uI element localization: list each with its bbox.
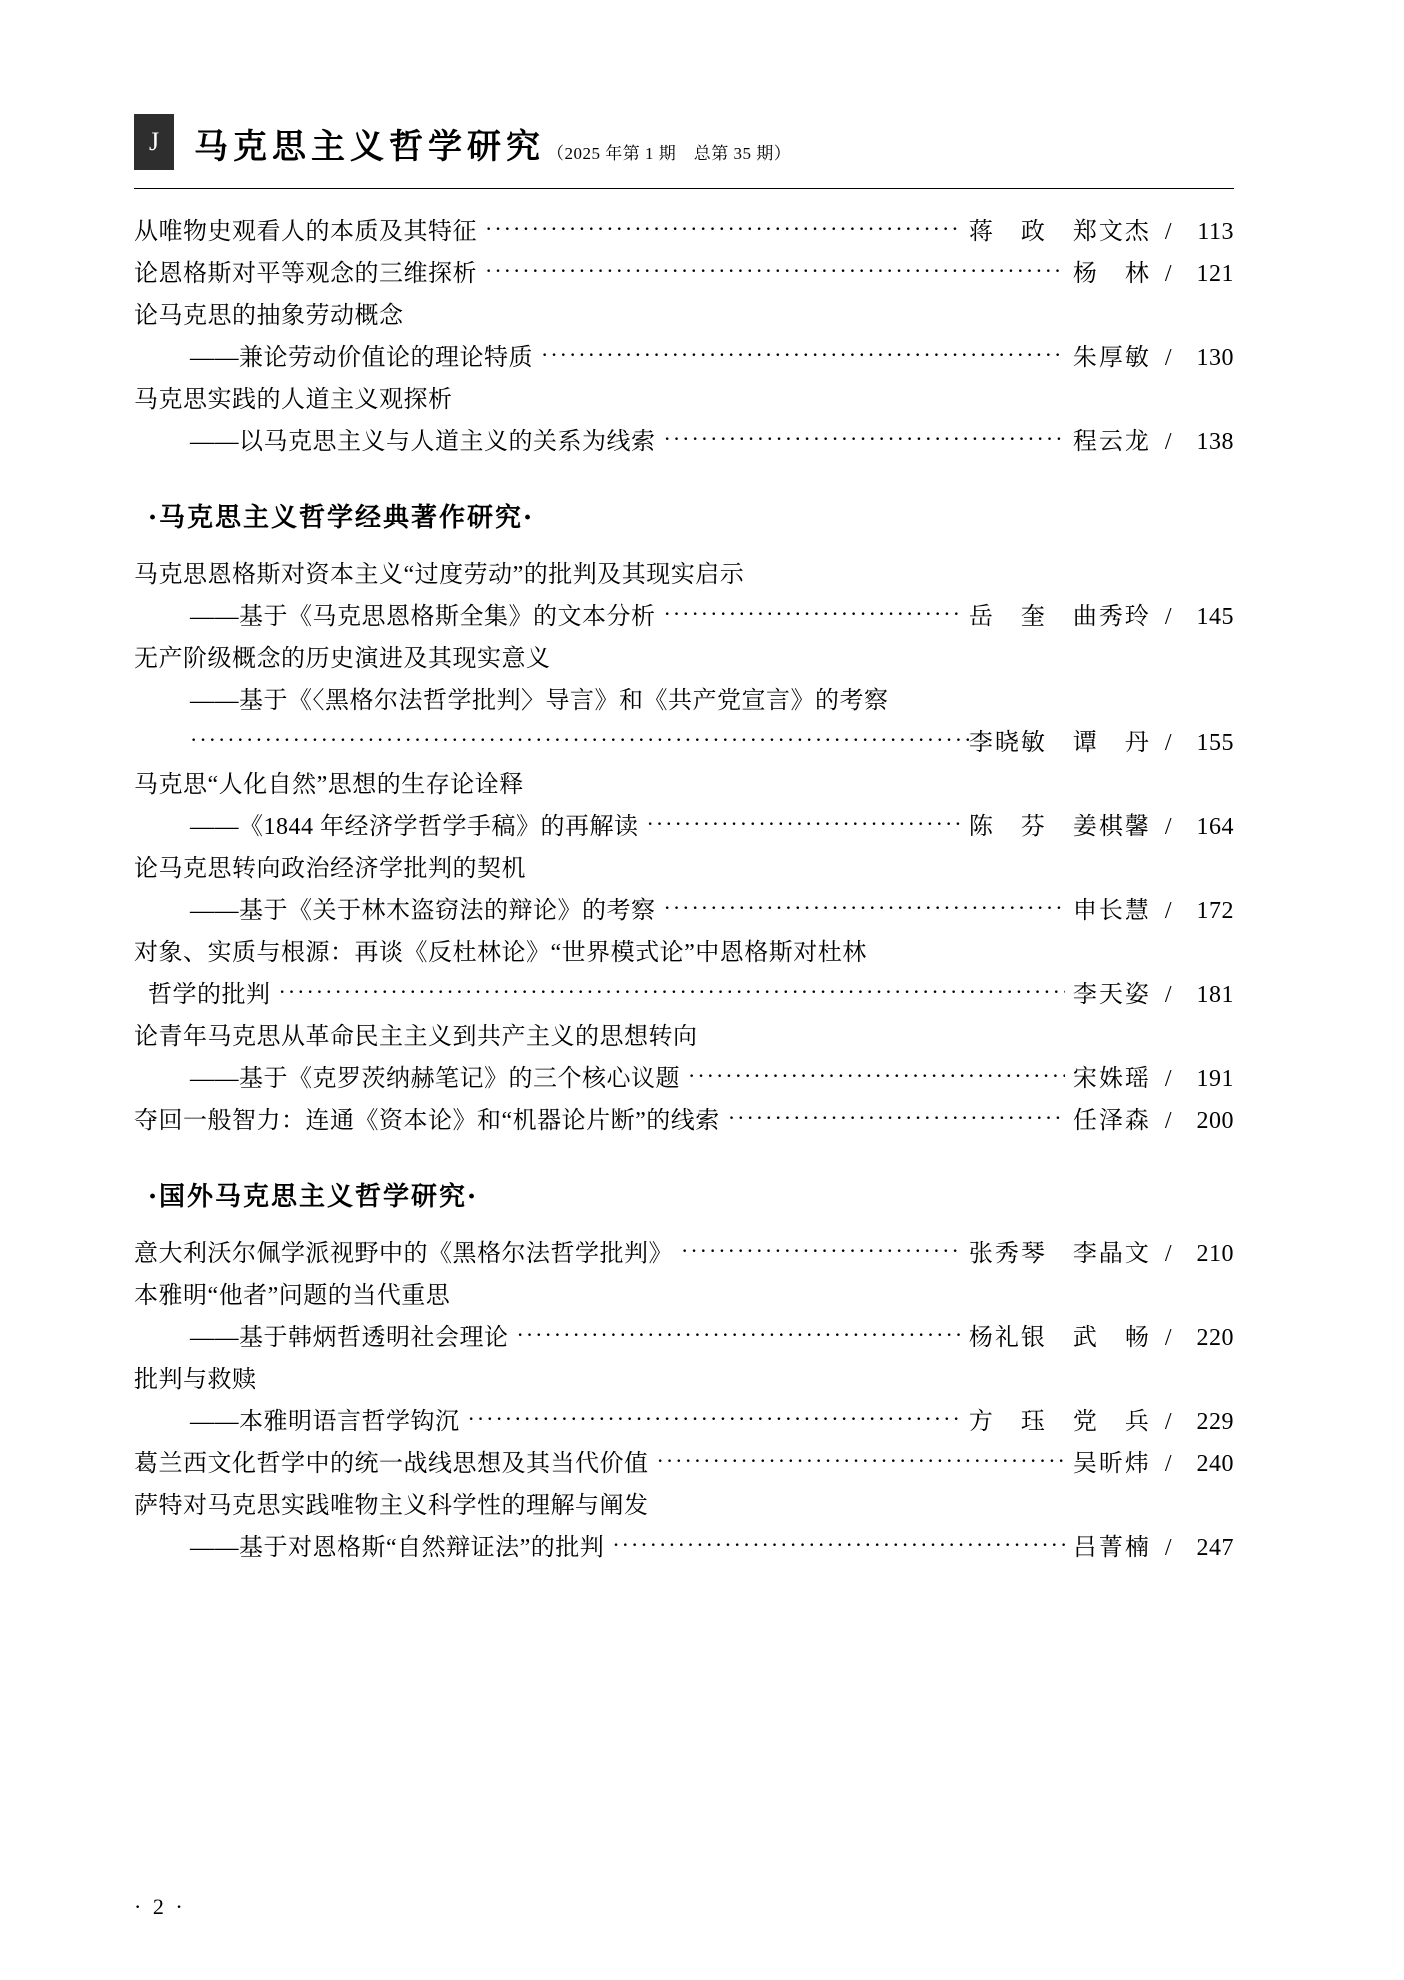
entry-separator: / [1164,1409,1172,1435]
dot-leader [612,1526,1065,1565]
entry-separator: / [1164,898,1172,924]
entry-separator: / [1164,429,1172,455]
entry-title: ——以马克思主义与人道主义的关系为线索 [190,429,656,455]
page-folio: · 2 · [134,1894,186,1919]
entry-title: ——基于对恩格斯“自然辩证法”的批判 [190,1535,605,1561]
toc-entry-line[interactable] [134,974,1234,1016]
toc-entry-line[interactable] [134,253,1234,295]
entry-authors: 方 珏 党 兵 [968,1409,1151,1435]
entry-separator: / [1164,982,1172,1008]
entry-authors: 任泽森 [1072,1108,1151,1134]
entry-authors: 蒋 政 郑文杰 [968,219,1151,245]
toc-entry-line[interactable] [134,337,1234,379]
entry-title: ——兼论劳动价值论的理论特质 [190,345,533,371]
entry-separator: / [1164,1066,1172,1092]
entry-title: ——基于韩炳哲透明社会理论 [190,1325,509,1351]
entry-page-number: 113 [1197,219,1234,245]
dot-leader [279,973,1065,1012]
entry-separator: / [1164,1535,1172,1561]
dot-leader [541,336,1065,375]
entry-separator: / [1164,345,1172,371]
entry-title: ——基于《〈黑格尔法哲学批判〉导言》和《共产党宣言》的考察 [190,688,889,714]
page-content [134,100,1234,1569]
entry-authors: 陈 芬 姜棋馨 [968,814,1151,840]
entry-page-number: 155 [1196,730,1234,756]
dot-leader [647,805,961,844]
entry-title: ——基于《关于林木盗窃法的辩论》的考察 [190,898,656,924]
entry-title: 论马克思的抽象劳动概念 [134,303,404,329]
entry-title: 论恩格斯对平等观念的三维探析 [134,261,477,287]
issue-info: （2025 年第 1 期 总第 35 期） [547,144,792,163]
dot-leader [517,1316,961,1355]
entry-title: 从唯物史观看人的本质及其特征 [134,219,477,245]
entry-authors: 申长慧 [1072,898,1151,924]
toc-entry-line[interactable] [134,806,1234,848]
toc-entry-line[interactable] [134,1016,1234,1058]
toc-entry-line[interactable] [134,1100,1234,1142]
entry-authors: 张秀琴 李晶文 [968,1241,1151,1267]
entry-title: ——基于《马克思恩格斯全集》的文本分析 [190,604,656,630]
toc-entry-line[interactable] [134,764,1234,806]
dot-leader [664,420,1065,459]
header-divider [134,188,1234,189]
toc-entry-line[interactable] [134,638,1234,680]
journal-logo: J [134,114,174,170]
section-heading: ·马克思主义哲学经典著作研究· [148,503,535,533]
dot-leader [134,721,969,760]
entry-title: ——本雅明语言哲学钩沉 [190,1409,460,1435]
dot-leader [485,252,1065,291]
masthead [134,100,1234,170]
toc-entry-line[interactable] [134,932,1234,974]
entry-title: 无产阶级概念的历史演进及其现实意义 [134,646,551,672]
toc-entry-line[interactable] [134,1401,1234,1443]
entry-page-number: 210 [1196,1241,1234,1267]
entry-separator: / [1164,604,1172,630]
entry-page-number: 247 [1196,1535,1234,1561]
entry-page-number: 240 [1196,1451,1234,1477]
dot-leader [468,1400,961,1439]
entry-authors: 杨礼银 武 畅 [968,1325,1151,1351]
entry-title: 批判与救赎 [134,1367,257,1393]
entry-title: 萨特对马克思实践唯物主义科学性的理解与阐发 [134,1493,649,1519]
entry-separator: / [1164,1108,1172,1134]
toc-list [134,211,1234,1569]
toc-entry-line[interactable] [134,1058,1234,1100]
dot-leader [664,889,1065,928]
entry-separator: / [1164,261,1172,287]
toc-entry-line[interactable] [134,722,1234,764]
toc-entry-line[interactable] [134,890,1234,932]
entry-title: 意大利沃尔佩学派视野中的《黑格尔法哲学批判》 [134,1241,673,1267]
toc-entry-line[interactable] [134,1443,1234,1485]
entry-separator: / [1164,1241,1172,1267]
journal-title: 马克思主义哲学研究 [194,127,545,167]
entry-page-number: 172 [1196,898,1234,924]
entry-authors: 吕菁楠 [1072,1535,1151,1561]
entry-title: 马克思实践的人道主义观探析 [134,387,453,413]
entry-separator: / [1164,1451,1172,1477]
entry-authors: 李天姿 [1072,982,1151,1008]
toc-entry-line[interactable] [134,1527,1234,1569]
entry-page-number: 229 [1196,1409,1234,1435]
toc-entry-line[interactable] [134,421,1234,463]
entry-authors: 吴昕炜 [1072,1451,1151,1477]
toc-entry-line[interactable] [134,1233,1234,1275]
toc-entry-line[interactable] [134,295,1234,337]
entry-authors: 岳 奎 曲秀玲 [968,604,1151,630]
entry-title: 哲学的批判 [148,982,271,1008]
entry-authors: 宋姝瑶 [1072,1066,1151,1092]
toc-entry-line[interactable] [134,848,1234,890]
entry-title: 葛兰西文化哲学中的统一战线思想及其当代价值 [134,1451,649,1477]
entry-title: ——基于《克罗茨纳赫笔记》的三个核心议题 [190,1066,680,1092]
entry-page-number: 130 [1196,345,1234,371]
dot-leader [657,1442,1065,1481]
toc-entry-line[interactable] [134,680,1234,722]
entry-title: ——《1844 年经济学哲学手稿》的再解读 [190,814,639,840]
entry-page-number: 138 [1196,429,1234,455]
entry-separator: / [1164,1325,1172,1351]
dot-leader [688,1057,1065,1096]
toc-entry-line[interactable] [134,1485,1234,1527]
toc-entry-line[interactable] [134,1317,1234,1359]
entry-title: 本雅明“他者”问题的当代重思 [134,1283,451,1309]
entry-title: 马克思“人化自然”思想的生存论诠释 [134,772,524,798]
entry-authors: 杨 林 [1072,261,1151,287]
entry-page-number: 181 [1196,982,1234,1008]
entry-page-number: 164 [1196,814,1234,840]
section-heading: ·国外马克思主义哲学研究· [148,1182,479,1212]
dot-leader [485,210,961,249]
toc-entry-line[interactable] [134,596,1234,638]
entry-authors: 程云龙 [1072,429,1151,455]
entry-separator: / [1164,219,1172,245]
entry-authors: 李晓敏 谭 丹 [968,730,1151,756]
dot-leader [681,1232,961,1271]
entry-title: 马克思恩格斯对资本主义“过度劳动”的批判及其现实启示 [134,562,745,588]
toc-entry-line[interactable] [134,379,1234,421]
entry-title: 论马克思转向政治经济学批判的契机 [134,856,526,882]
entry-page-number: 191 [1196,1066,1234,1092]
toc-entry-line[interactable] [134,1359,1234,1401]
entry-separator: / [1164,814,1172,840]
toc-entry-line[interactable] [134,211,1234,253]
dot-leader [728,1099,1065,1138]
entry-separator: / [1164,730,1172,756]
entry-title: 论青年马克思从革命民主主义到共产主义的思想转向 [134,1024,698,1050]
entry-title: 夺回一般智力：连通《资本论》和“机器论片断”的线索 [134,1108,720,1134]
entry-page-number: 200 [1196,1108,1234,1134]
entry-page-number: 121 [1196,261,1234,287]
entry-page-number: 145 [1196,604,1234,630]
toc-entry-line[interactable] [134,1275,1234,1317]
toc-entry-line[interactable] [134,554,1234,596]
dot-leader [664,595,961,634]
entry-authors: 朱厚敏 [1072,345,1151,371]
entry-title: 对象、实质与根源：再谈《反杜林论》“世界模式论”中恩格斯对杜林 [134,940,867,966]
entry-page-number: 220 [1196,1325,1234,1351]
